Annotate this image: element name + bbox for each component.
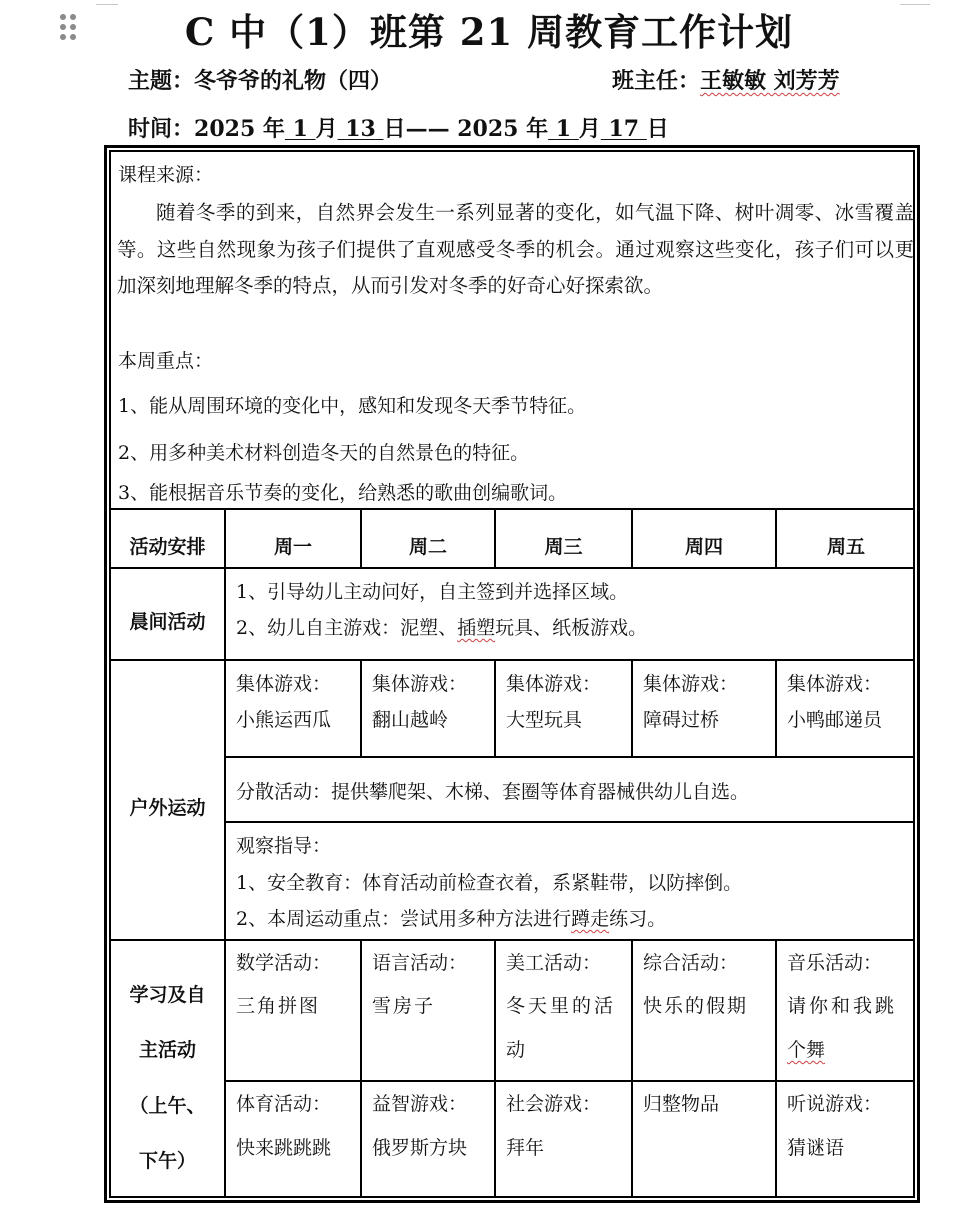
- course-source-label: 课程来源：: [118, 164, 214, 186]
- morning-line-2: 2、幼儿自主游戏：泥塑、插塑玩具、纸板游戏。: [236, 617, 648, 639]
- study2-title-thu: 归整物品: [643, 1093, 720, 1115]
- day-header-tue: 周二: [408, 536, 447, 558]
- study2-title-fri: 听说游戏：: [787, 1093, 883, 1115]
- study-name-wed-2: 动: [506, 1039, 526, 1061]
- table-rule: [360, 939, 362, 1198]
- study-label-line-2: 主活动: [138, 1039, 196, 1061]
- page-title: C 中（1）班第 21 周教育工作计划: [184, 10, 794, 54]
- table-rule: [225, 756, 915, 758]
- morning-label: 晨间活动: [129, 611, 206, 633]
- study-label-line-3: （上午、: [129, 1095, 206, 1117]
- game-title-thu: 集体游戏：: [643, 673, 739, 695]
- study2-name-mon: 快来跳跳跳: [236, 1137, 332, 1159]
- study-title-tue: 语言活动：: [372, 952, 468, 974]
- study-name-thu: 快乐的假期: [643, 995, 749, 1017]
- day-char: 日: [383, 116, 406, 142]
- study-title-fri: 音乐活动：: [787, 952, 883, 974]
- table-rule: [494, 659, 496, 758]
- study2-name-fri: 猜谜语: [787, 1137, 845, 1159]
- day-header-fri: 周五: [826, 536, 865, 558]
- study2-name-wed: 拜年: [506, 1137, 545, 1159]
- game-name-tue: 翻山越岭: [372, 709, 449, 731]
- day-char: 日: [646, 116, 669, 142]
- date-dash: ——: [405, 116, 458, 142]
- day-header-mon: 周一: [273, 536, 312, 558]
- teacher-names: 王敏敏 刘芳芳: [700, 68, 840, 94]
- time-line: [128, 112, 669, 143]
- study-name-wed-1: 冬天里的活: [506, 995, 617, 1017]
- table-rule: [224, 508, 226, 1198]
- schedule-header-label: 活动安排: [129, 536, 206, 558]
- table-rule: [631, 939, 633, 1198]
- table-rule: [631, 659, 633, 758]
- study-name-fri-2: 个舞: [787, 1039, 826, 1061]
- table-rule: [494, 939, 496, 1198]
- game-title-tue: 集体游戏：: [372, 673, 468, 695]
- game-name-fri: 小鸭邮递员: [787, 709, 883, 731]
- table-rule: [225, 1080, 915, 1082]
- end-day: 17: [608, 116, 640, 142]
- study-name-tue: 雪房子: [372, 995, 436, 1017]
- end-month: 1: [555, 116, 572, 142]
- study-title-mon: 数学活动：: [236, 952, 332, 974]
- day-header-wed: 周三: [544, 536, 583, 558]
- study-label-line-1: 学习及自: [129, 984, 206, 1006]
- study-label-line-4: 下午）: [138, 1150, 196, 1172]
- month-char: 月: [315, 116, 338, 142]
- teacher-line: [612, 64, 840, 95]
- table-rule: [775, 659, 777, 758]
- start-year: 2025 年: [194, 116, 285, 142]
- focus-item: 1、能从周围环境的变化中，感知和发现冬天季节特征。: [118, 395, 587, 417]
- study2-title-wed: 社会游戏：: [506, 1093, 602, 1115]
- game-name-thu: 障碍过桥: [643, 709, 720, 731]
- study2-title-tue: 益智游戏：: [372, 1093, 468, 1115]
- day-header-thu: 周四: [684, 536, 723, 558]
- study-title-wed: 美工活动：: [506, 952, 602, 974]
- focus-item: 3、能根据音乐节奏的变化，给熟悉的歌曲创编歌词。: [118, 482, 568, 504]
- course-source-text: 随着冬季的到来，自然界会发生一系列显著的变化，如气温下降、树叶凋零、冰雪覆盖等。这些自然现象为孩子们提供了直观感受冬季的机会。通过观察这些变化，孩子们可以更加深刻地理解冬季的特点，从而引发对冬季的好奇心好探索欲。: [117, 201, 914, 297]
- teacher-label: 班主任：: [612, 68, 701, 94]
- time-label: 时间：: [128, 116, 195, 142]
- study-name-fri-1: 请你和我跳: [787, 995, 898, 1017]
- study-title-thu: 综合活动：: [643, 952, 739, 974]
- theme-label: 主题：: [128, 68, 195, 94]
- table-rule: [109, 939, 915, 941]
- outdoor-label: 户外运动: [129, 797, 206, 819]
- game-title-fri: 集体游戏：: [787, 673, 883, 695]
- free-activity: 分散活动：提供攀爬架、木梯、套圈等体育器械供幼儿自选。: [236, 781, 750, 803]
- table-rule: [109, 659, 915, 661]
- game-title-mon: 集体游戏：: [236, 673, 332, 695]
- game-name-wed: 大型玩具: [506, 709, 583, 731]
- start-day: 13: [345, 116, 376, 142]
- game-name-mon: 小熊运西瓜: [236, 709, 332, 731]
- focus-label: 本周重点：: [118, 350, 214, 372]
- table-rule: [225, 821, 915, 823]
- guide-line-1: 1、安全教育：体育活动前检查衣着，系紧鞋带，以防摔倒。: [236, 872, 743, 894]
- guide-label: 观察指导：: [236, 835, 332, 857]
- table-rule: [109, 567, 915, 569]
- theme-value: 冬爷爷的礼物（四）: [194, 68, 393, 94]
- end-year: 2025 年: [457, 116, 549, 142]
- study-name-mon: 三角拼图: [236, 995, 321, 1017]
- table-rule: [775, 939, 777, 1198]
- month-char: 月: [578, 116, 601, 142]
- start-month: 1: [292, 116, 308, 142]
- table-rule: [360, 659, 362, 758]
- focus-item: 2、用多种美术材料创造冬天的自然景色的特征。: [118, 442, 530, 464]
- study2-name-tue: 俄罗斯方块: [372, 1137, 468, 1159]
- guide-line-2: 2、本周运动重点：尝试用多种方法进行蹲走练习。: [236, 908, 667, 930]
- study2-title-mon: 体育活动：: [236, 1093, 332, 1115]
- game-title-wed: 集体游戏：: [506, 673, 602, 695]
- theme-line: [128, 64, 392, 95]
- morning-line-1: 1、引导幼儿主动问好，自主签到并选择区域。: [236, 581, 629, 603]
